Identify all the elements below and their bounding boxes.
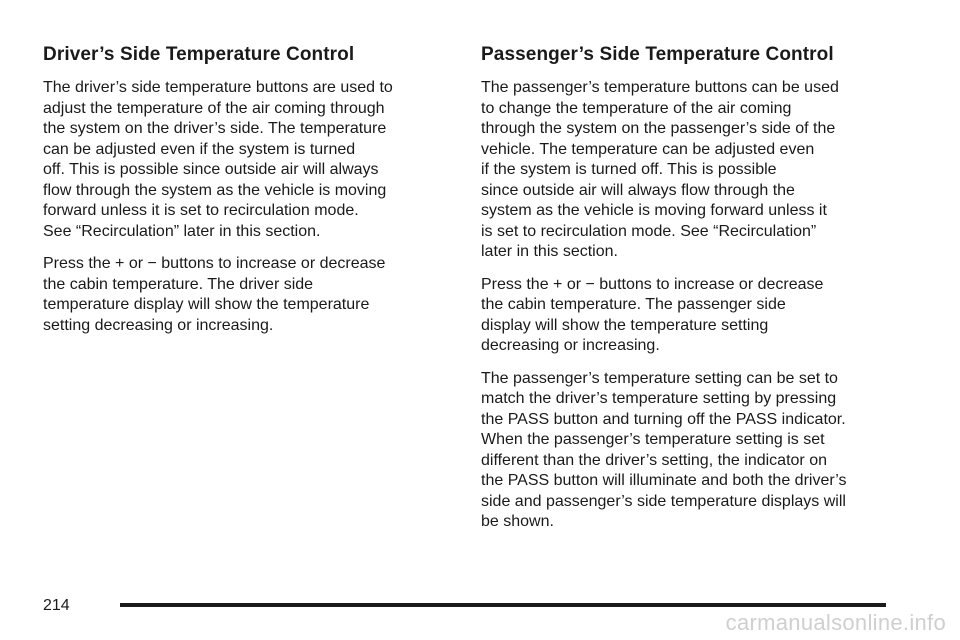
passengers-side-heading: Passenger’s Side Temperature Control <box>481 44 834 65</box>
text-line: the system on the driver’s side. The temperature <box>43 120 387 137</box>
text-line: The driver’s side temperature buttons are used to <box>43 79 393 96</box>
text-line: to change the temperature of the air coming <box>481 99 792 117</box>
text-line: The passenger’s temperature buttons can be used <box>481 79 839 96</box>
left-paragraph-1 <box>43 78 443 242</box>
text-line: Press the + or − buttons to increase or decrease <box>43 255 386 272</box>
text-line: setting decreasing or increasing. <box>43 316 274 334</box>
text-line: The passenger’s temperature setting can be set to <box>481 369 838 387</box>
text-line: flow through the system as the vehicle is moving <box>43 181 387 199</box>
text-line: off. This is possible since outside air will always <box>43 161 379 178</box>
page-number: 214 <box>43 597 70 614</box>
right-column <box>481 44 891 545</box>
text-line: is set to recirculation mode. See “Recirculation” <box>481 222 817 240</box>
text-line: the PASS button and turning off the PASS indicator. <box>481 410 846 428</box>
text-line: be shown. <box>481 513 554 530</box>
text-line: through the system on the passenger’s side of the <box>481 120 836 137</box>
text-line: match the driver’s temperature setting by pressing <box>481 390 837 407</box>
text-line: decreasing or increasing. <box>481 337 660 354</box>
text-line: can be adjusted even if the system is turned <box>43 140 356 158</box>
text-line: since outside air will always flow through the <box>481 181 795 199</box>
text-line: When the passenger’s temperature setting is set <box>481 431 825 448</box>
text-line: Press the + or − buttons to increase or decrease <box>481 275 824 293</box>
text-line: if the system is turned off. This is possible <box>481 161 777 178</box>
text-line: adjust the temperature of the air coming through <box>43 99 385 117</box>
drivers-side-heading: Driver’s Side Temperature Control <box>43 44 355 65</box>
text-line: display will show the temperature setting <box>481 316 769 334</box>
text-line: the cabin temperature. The passenger side <box>481 296 786 313</box>
text-line: system as the vehicle is moving forward unless it <box>481 202 827 219</box>
text-line: vehicle. The temperature can be adjusted even <box>481 140 815 158</box>
right-paragraph-3 <box>481 369 891 533</box>
left-column <box>43 44 443 348</box>
left-paragraph-2 <box>43 254 443 336</box>
footer-rule <box>120 603 886 607</box>
text-line: the PASS button will illuminate and both the driver’s <box>481 472 847 489</box>
text-line: later in this section. <box>481 243 618 260</box>
text-line: different than the driver’s setting, the indicator on <box>481 451 827 469</box>
text-line: temperature display will show the temperature <box>43 296 370 313</box>
text-line: See “Recirculation” later in this section. <box>43 222 321 240</box>
watermark: carmanualsonline.info <box>725 610 946 635</box>
right-paragraph-2 <box>481 275 891 357</box>
right-paragraph-1 <box>481 78 891 263</box>
text-line: the cabin temperature. The driver side <box>43 275 314 293</box>
text-line: side and passenger’s side temperature displays will <box>481 492 846 510</box>
text-line: forward unless it is set to recirculation mode. <box>43 202 359 219</box>
